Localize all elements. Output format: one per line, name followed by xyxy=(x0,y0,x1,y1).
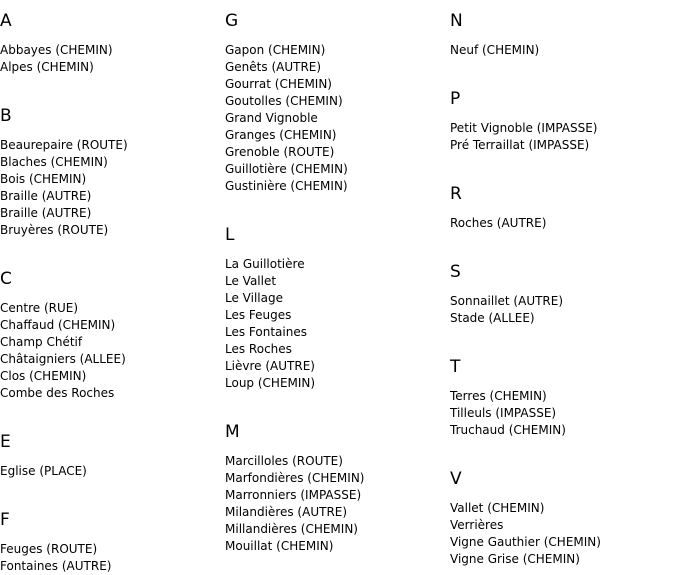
street-entry: Beaurepaire (ROUTE) xyxy=(0,138,128,152)
index-column-1 xyxy=(0,0,220,575)
group-spacer xyxy=(450,439,670,458)
letter-group-r xyxy=(450,173,670,232)
street-entry: Granges (CHEMIN) xyxy=(225,128,337,142)
street-list xyxy=(0,126,220,239)
street-list xyxy=(450,109,670,154)
section-letter-heading: M xyxy=(225,422,240,442)
street-list xyxy=(0,31,220,76)
street-entry: Guillotière (CHEMIN) xyxy=(225,162,348,176)
letter-group-l xyxy=(225,214,445,392)
street-entry: Gustinière (CHEMIN) xyxy=(225,179,348,193)
group-spacer xyxy=(0,480,220,499)
street-entry: Mouillat (CHEMIN) xyxy=(225,539,334,553)
street-entry: Pré Terraillat (IMPASSE) xyxy=(450,138,590,152)
section-letter-heading: V xyxy=(450,469,462,489)
group-spacer xyxy=(225,392,445,411)
letter-group-b xyxy=(0,95,220,239)
street-list xyxy=(0,452,220,480)
group-spacer xyxy=(0,402,220,421)
street-entry: Les Roches xyxy=(225,342,292,356)
street-entry: Terres (CHEMIN) xyxy=(450,389,547,403)
letter-group-s xyxy=(450,251,670,327)
street-entry: Lièvre (AUTRE) xyxy=(225,359,315,373)
street-entry: Le Vallet xyxy=(225,274,277,288)
section-letter-heading: S xyxy=(450,262,461,282)
street-list xyxy=(225,442,445,555)
street-entry: Châtaigniers (ALLEE) xyxy=(0,352,126,366)
street-entry: Bruyères (ROUTE) xyxy=(0,223,109,237)
section-letter-heading: B xyxy=(0,106,12,126)
street-entry: Truchaud (CHEMIN) xyxy=(450,423,566,437)
street-entry: Champ Chétif xyxy=(0,335,83,349)
street-entry: Grand Vignoble xyxy=(225,111,318,125)
street-entry: Verrières xyxy=(450,518,504,532)
street-entry: Marronniers (IMPASSE) xyxy=(225,488,362,502)
street-entry: Fontaines (AUTRE) xyxy=(0,559,112,573)
street-list xyxy=(0,289,220,402)
letter-group-m xyxy=(225,411,445,555)
street-entry: Braille (AUTRE) xyxy=(0,206,92,220)
street-list xyxy=(225,31,445,195)
group-spacer xyxy=(450,154,670,173)
street-entry: Marfondières (CHEMIN) xyxy=(225,471,365,485)
group-spacer xyxy=(0,76,220,95)
street-entry: Eglise (PLACE) xyxy=(0,464,87,478)
group-spacer xyxy=(450,232,670,251)
street-entry: Le Village xyxy=(225,291,283,305)
street-entry: Genêts (AUTRE) xyxy=(225,60,322,74)
street-entry: Goutolles (CHEMIN) xyxy=(225,94,343,108)
group-spacer xyxy=(450,327,670,346)
index-column-3 xyxy=(450,0,670,568)
street-list xyxy=(450,204,670,232)
section-letter-heading: N xyxy=(450,11,463,31)
street-entry: Abbayes (CHEMIN) xyxy=(0,43,113,57)
section-letter-heading: T xyxy=(450,357,461,377)
letter-group-n xyxy=(450,0,670,59)
street-entry: Sonnaillet (AUTRE) xyxy=(450,294,564,308)
street-entry: Alpes (CHEMIN) xyxy=(0,60,94,74)
section-letter-heading: L xyxy=(225,225,235,245)
group-spacer xyxy=(0,239,220,258)
letter-group-f xyxy=(0,499,220,575)
letter-group-a xyxy=(0,0,220,76)
street-entry: Stade (ALLEE) xyxy=(450,311,535,325)
street-entry: Les Feuges xyxy=(225,308,292,322)
street-entry: Petit Vignoble (IMPASSE) xyxy=(450,121,598,135)
letter-group-g xyxy=(225,0,445,195)
street-entry: Braille (AUTRE) xyxy=(0,189,92,203)
section-letter-heading: C xyxy=(0,269,12,289)
letter-group-v xyxy=(450,458,670,568)
street-entry: Vigne Grise (CHEMIN) xyxy=(450,552,580,566)
street-list xyxy=(225,245,445,392)
street-entry: Blaches (CHEMIN) xyxy=(0,155,108,169)
street-entry: Gourrat (CHEMIN) xyxy=(225,77,332,91)
street-list xyxy=(450,377,670,439)
street-entry: Roches (AUTRE) xyxy=(450,216,547,230)
section-letter-heading: G xyxy=(225,11,239,31)
street-entry: Gapon (CHEMIN) xyxy=(225,43,326,57)
section-letter-heading: R xyxy=(450,184,462,204)
group-spacer xyxy=(450,59,670,78)
street-entry: Chaffaud (CHEMIN) xyxy=(0,318,116,332)
street-entry: Marcilloles (ROUTE) xyxy=(225,454,343,468)
street-list xyxy=(450,282,670,327)
group-spacer xyxy=(225,195,445,214)
street-entry: Centre (RUE) xyxy=(0,301,79,315)
street-entry: Bois (CHEMIN) xyxy=(0,172,87,186)
street-entry: La Guillotière xyxy=(225,257,305,271)
street-entry: Loup (CHEMIN) xyxy=(225,376,316,390)
street-entry: Les Fontaines xyxy=(225,325,307,339)
letter-group-p xyxy=(450,78,670,154)
street-entry: Grenoble (ROUTE) xyxy=(225,145,335,159)
street-entry: Milandières (AUTRE) xyxy=(225,505,348,519)
section-letter-heading: F xyxy=(0,510,10,530)
letter-group-c xyxy=(0,258,220,402)
section-letter-heading: A xyxy=(0,11,12,31)
letter-group-t xyxy=(450,346,670,439)
street-entry: Combe des Roches xyxy=(0,386,115,400)
letter-group-e xyxy=(0,421,220,480)
street-entry: Tilleuls (IMPASSE) xyxy=(450,406,557,420)
section-letter-heading: E xyxy=(0,432,11,452)
street-list xyxy=(450,489,670,568)
street-list xyxy=(0,530,220,575)
street-entry: Clos (CHEMIN) xyxy=(0,369,87,383)
street-entry: Vigne Gauthier (CHEMIN) xyxy=(450,535,601,549)
street-entry: Neuf (CHEMIN) xyxy=(450,43,540,57)
street-entry: Millandières (CHEMIN) xyxy=(225,522,358,536)
street-entry: Feuges (ROUTE) xyxy=(0,542,98,556)
section-letter-heading: P xyxy=(450,89,461,109)
street-entry: Vallet (CHEMIN) xyxy=(450,501,545,515)
street-list xyxy=(450,31,670,59)
index-column-2 xyxy=(225,0,445,555)
